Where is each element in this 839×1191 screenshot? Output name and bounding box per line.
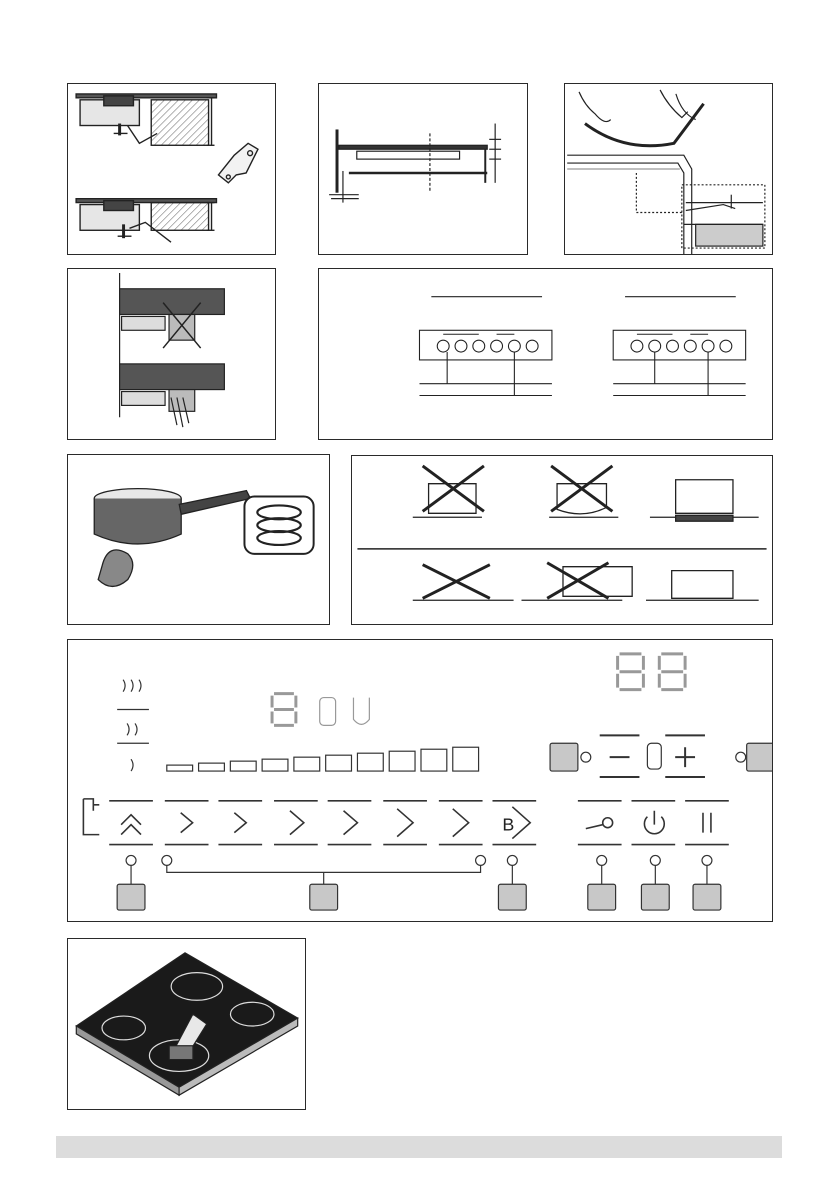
callout-box-lock — [588, 884, 616, 910]
footer-bar — [56, 1136, 782, 1158]
panel-electrical-connection — [318, 268, 773, 440]
callout-box-zone-select — [117, 884, 145, 910]
panel-induction-principle — [67, 454, 330, 625]
cookware-illustration — [352, 456, 772, 624]
panel-installation-clearance — [318, 83, 528, 255]
panel-cleaning — [67, 938, 306, 1110]
seal-illustration — [565, 84, 772, 254]
cleaning-illustration — [68, 939, 305, 1109]
zone-display — [272, 694, 296, 726]
timer-controls — [600, 735, 705, 777]
callout-box-timer-minus — [550, 743, 578, 771]
ventilation-illustration — [68, 269, 275, 439]
timer-display — [618, 654, 686, 690]
control-panel-diagram — [68, 640, 772, 921]
key-row — [83, 799, 728, 845]
fixing-bracket-illustration — [68, 84, 275, 254]
callout-box-power-keys — [310, 884, 338, 910]
panel-fixing-bracket — [67, 83, 276, 255]
panel-cookware-suitability — [351, 455, 773, 625]
terminal-left-group — [437, 334, 538, 352]
terminal-right-group — [631, 334, 732, 352]
panel-seal-application — [564, 83, 773, 255]
panel-control-panel — [67, 639, 773, 922]
callout-box-power — [641, 884, 669, 910]
wiring-illustration — [319, 269, 772, 439]
power-level-bars — [167, 747, 479, 771]
callout-box-pause — [693, 884, 721, 910]
heat-level-icons — [117, 680, 149, 771]
callout-box-timer-plus — [747, 743, 772, 771]
boost-key-label: B — [502, 814, 515, 835]
callout-boxes — [117, 743, 772, 910]
clearance-illustration — [319, 84, 527, 254]
indicator-leds — [126, 752, 746, 884]
callout-box-boost — [498, 884, 526, 910]
induction-illustration — [68, 455, 329, 624]
panel-ventilation — [67, 268, 276, 440]
